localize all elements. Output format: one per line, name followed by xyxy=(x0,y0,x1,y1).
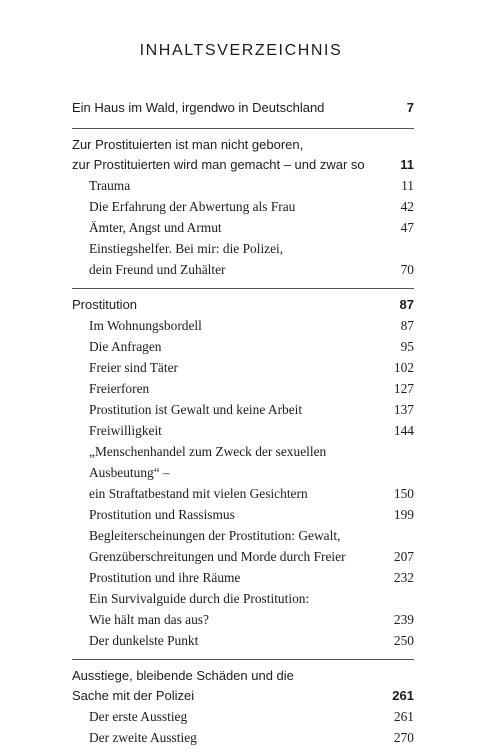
chapter-page-number: 11 xyxy=(400,157,414,172)
subchapter-title xyxy=(89,175,130,196)
subchapter-title-line: Ämter, Angst und Armut xyxy=(89,220,222,235)
subchapter-entry xyxy=(72,567,414,588)
chapter-entry xyxy=(72,135,414,175)
subchapter-title-line: ein Straftatbestand mit vielen Gesichtern xyxy=(89,486,308,501)
chapter-title xyxy=(72,666,294,706)
subchapter-title xyxy=(89,399,302,420)
subchapter-title-line: Die Anfragen xyxy=(89,339,162,354)
subchapter-page-number: 150 xyxy=(393,486,414,501)
subchapter-title xyxy=(89,504,235,525)
subchapter-title-line: Begleiterscheinungen der Prostitution: Gewalt, xyxy=(89,528,341,543)
subchapter-title xyxy=(89,525,346,567)
subchapter-title-line: Wie hält man das aus? xyxy=(89,612,209,627)
subchapter-entry xyxy=(72,315,414,336)
subchapter-page-number: 199 xyxy=(393,507,414,522)
subchapter-title-line: Ein Survivalguide durch die Prostitution: xyxy=(89,591,310,606)
subchapter-title-line: Grenzüberschreitungen und Morde durch Freier xyxy=(89,549,346,564)
subchapter-entry xyxy=(72,630,414,651)
chapter-title xyxy=(72,295,137,315)
subchapter-page-number: 270 xyxy=(393,730,414,745)
subchapter-entry xyxy=(72,441,414,504)
chapter-page-number: 7 xyxy=(406,100,414,115)
subchapter-entry xyxy=(72,175,414,196)
chapter-title xyxy=(72,98,324,118)
subchapter-title xyxy=(89,420,162,441)
subchapter-title xyxy=(89,706,187,727)
subchapter-title xyxy=(89,588,309,630)
subchapter-title-line: „Menschenhandel zum Zweck der sexuellen Ausbeutung“ – xyxy=(89,444,327,480)
subchapter-page-number: 144 xyxy=(393,423,414,438)
chapter-title-line: zur Prostituierten wird man gemacht – und zwar so xyxy=(72,157,365,172)
subchapter-page-number: 137 xyxy=(393,402,414,417)
chapter-entry xyxy=(72,295,414,315)
subchapter-title-line: Der zweite Ausstieg xyxy=(89,730,197,745)
chapter-entry xyxy=(72,98,414,118)
subchapter-entry xyxy=(72,378,414,399)
subchapter-title-line: Prostitution ist Gewalt und keine Arbeit xyxy=(89,402,303,417)
toc-section xyxy=(72,98,414,128)
subchapter-entry xyxy=(72,525,414,567)
subchapter-entry xyxy=(72,336,414,357)
subchapter-title-line: Prostitution und ihre Räume xyxy=(89,570,241,585)
subchapter-page-number: 42 xyxy=(400,199,414,214)
toc-section xyxy=(72,128,414,288)
subchapter-page-number: 47 xyxy=(400,220,414,235)
subchapter-entry xyxy=(72,399,414,420)
chapter-title xyxy=(72,135,365,175)
subchapter-entry xyxy=(72,727,414,748)
subchapter-title-line: Einstiegshelfer. Bei mir: die Polizei, xyxy=(89,241,284,256)
chapter-title-line: Ausstiege, bleibende Schäden und die xyxy=(72,668,294,683)
subchapter-page-number: 239 xyxy=(393,612,414,627)
subchapter-page-number: 11 xyxy=(401,178,414,193)
subchapter-entry xyxy=(72,420,414,441)
table-of-contents xyxy=(72,98,414,756)
subchapter-page-number: 127 xyxy=(393,381,414,396)
subchapter-title xyxy=(89,196,295,217)
subchapter-entry xyxy=(72,504,414,525)
chapter-title-line: Ein Haus im Wald, irgendwo in Deutschland xyxy=(72,100,325,115)
subchapter-title xyxy=(89,630,198,651)
subchapter-title xyxy=(89,315,202,336)
subchapter-title xyxy=(89,217,222,238)
subchapter-title-line: Freierforen xyxy=(89,381,150,396)
subchapter-title xyxy=(89,238,283,280)
toc-section xyxy=(72,659,414,756)
subchapter-title-line: Die Erfahrung der Abwertung als Frau xyxy=(89,199,296,214)
subchapter-entry xyxy=(72,217,414,238)
subchapter-page-number: 70 xyxy=(400,262,414,277)
toc-section xyxy=(72,288,414,659)
subchapter-entry xyxy=(72,706,414,727)
subchapter-entry xyxy=(72,357,414,378)
subchapter-page-number: 207 xyxy=(393,549,414,564)
subchapter-page-number: 95 xyxy=(400,339,414,354)
subchapter-page-number: 250 xyxy=(393,633,414,648)
subchapter-title xyxy=(89,441,386,504)
subchapter-title-line: Der erste Ausstieg xyxy=(89,709,188,724)
subchapter-title-line: Trauma xyxy=(89,178,131,193)
subchapter-page-number: 102 xyxy=(393,360,414,375)
subchapter-page-number: 261 xyxy=(393,709,414,724)
subchapter-title-line: dein Freund und Zuhälter xyxy=(89,262,226,277)
subchapter-entry xyxy=(72,196,414,217)
subchapter-entry xyxy=(72,588,414,630)
subchapter-title xyxy=(89,336,162,357)
subchapter-page-number: 232 xyxy=(393,570,414,585)
subchapter-title xyxy=(89,727,197,748)
subchapter-title xyxy=(89,567,240,588)
chapter-title-line: Zur Prostituierten ist man nicht geboren, xyxy=(72,137,304,152)
subchapter-title-line: Der dunkelste Punkt xyxy=(89,633,199,648)
subchapter-title-line: Prostitution und Rassismus xyxy=(89,507,235,522)
chapter-title-line: Sache mit der Polizei xyxy=(72,688,195,703)
chapter-title-line: Prostitution xyxy=(72,297,138,312)
subchapter-title xyxy=(89,378,149,399)
subchapter-entry xyxy=(72,238,414,280)
chapter-page-number: 261 xyxy=(392,688,414,703)
subchapter-title xyxy=(89,357,178,378)
chapter-page-number: 87 xyxy=(399,297,414,312)
chapter-entry xyxy=(72,666,414,706)
subchapter-title-line: Freiwilligkeit xyxy=(89,423,162,438)
subchapter-title-line: Im Wohnungsbordell xyxy=(89,318,202,333)
subchapter-page-number: 87 xyxy=(400,318,414,333)
page-title: INHALTSVERZEICHNIS xyxy=(139,42,343,59)
subchapter-title-line: Freier sind Täter xyxy=(89,360,178,375)
